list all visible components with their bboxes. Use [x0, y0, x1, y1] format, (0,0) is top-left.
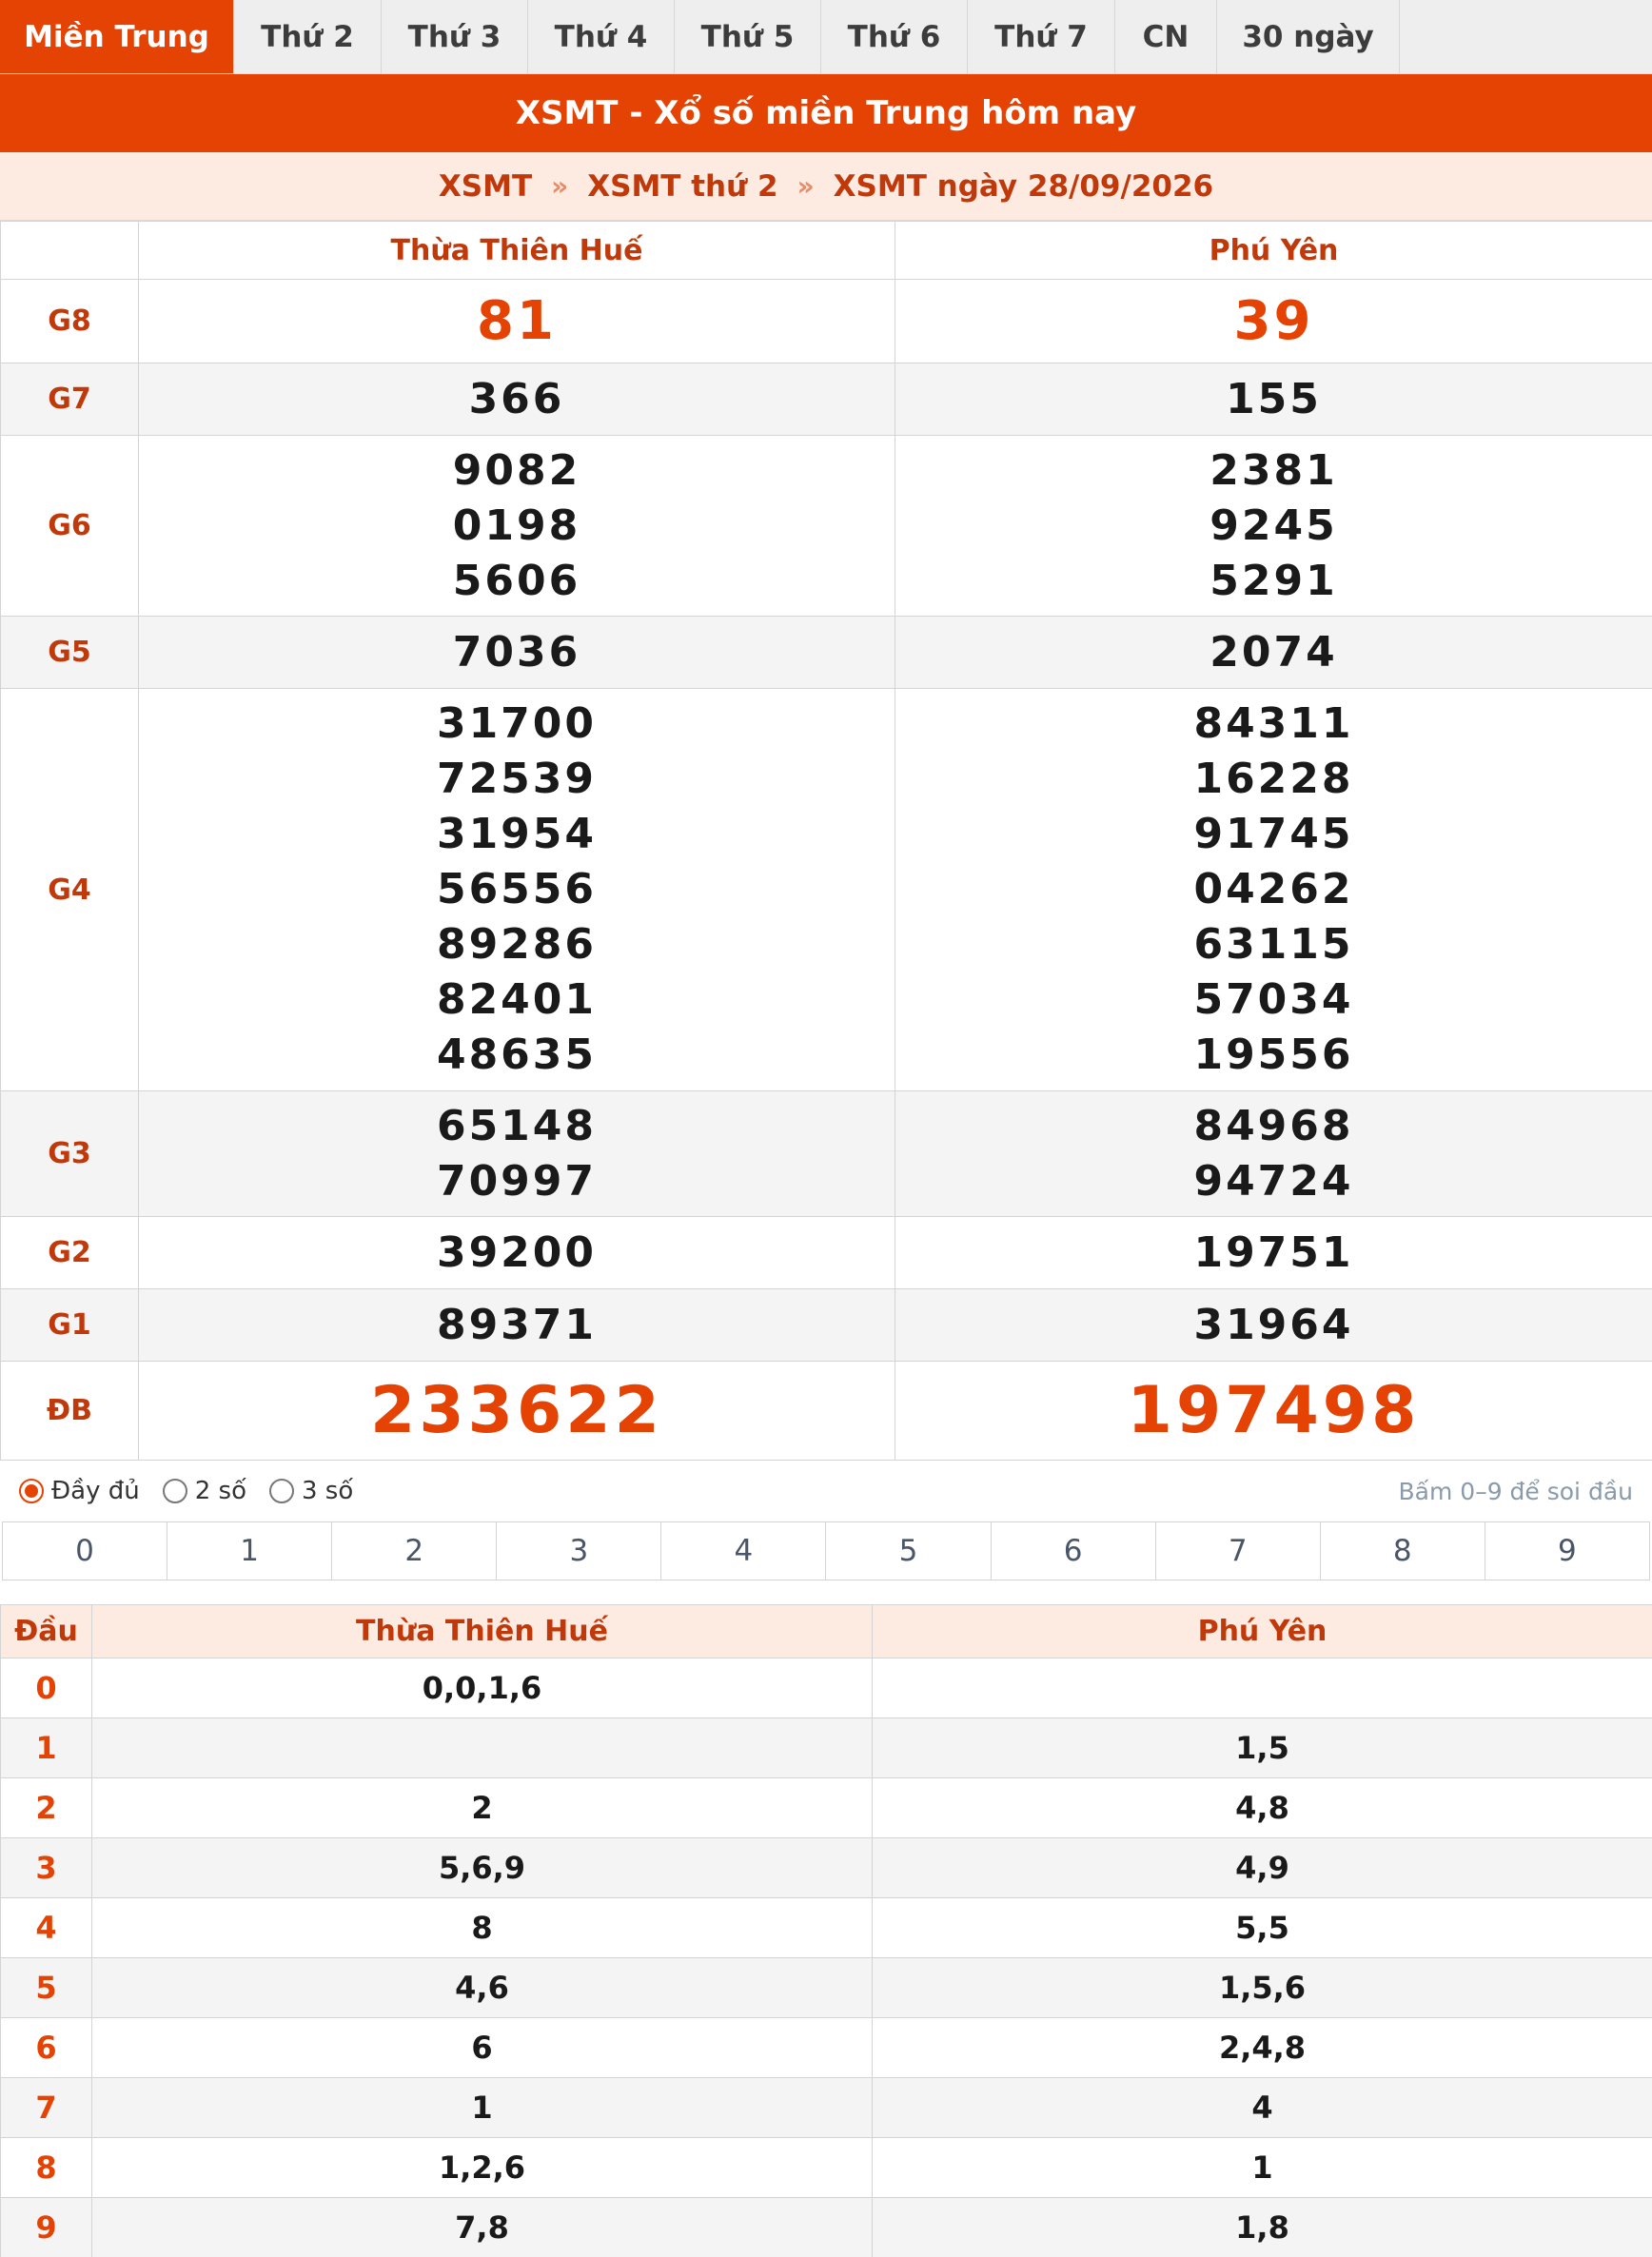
prize-label: G3: [1, 1091, 139, 1217]
province-header: Thừa Thiên Huế: [139, 222, 895, 280]
loto-row: [1, 1778, 1652, 1838]
loto-row: [1, 2078, 1652, 2138]
province-header: Phú Yên: [895, 222, 1652, 280]
prize-label: G5: [1, 617, 139, 689]
breadcrumb: [0, 152, 1652, 221]
special-prize-number: 197498: [1127, 1372, 1421, 1448]
tab-30-ngay[interactable]: 30 ngày: [1217, 0, 1400, 73]
loto-values: 7,8: [92, 2198, 873, 2257]
tab-thu-4[interactable]: Thứ 4: [528, 0, 675, 73]
tab-thu-6[interactable]: Thứ 6: [821, 0, 968, 73]
loto-row: [1, 2018, 1652, 2078]
digit-selector: [2, 1521, 1650, 1580]
loto-values: 1,8: [873, 2198, 1652, 2257]
breadcrumb-separator: »: [796, 170, 815, 202]
result-number: 65148: [436, 1101, 598, 1150]
digit-button-1[interactable]: 1: [167, 1522, 332, 1580]
loto-header-province: Thừa Thiên Huế: [92, 1605, 873, 1658]
loto-row: [1, 1958, 1652, 2018]
special-prize-number: 233622: [370, 1372, 663, 1448]
loto-dau: 5: [1, 1958, 92, 2018]
result-cell: [139, 1289, 895, 1362]
result-cell: [139, 436, 895, 617]
result-number: 9082: [452, 445, 581, 495]
loto-row: [1, 1838, 1652, 1898]
result-cell: [139, 689, 895, 1091]
result-number: 63115: [1193, 920, 1354, 969]
tab-thu-2[interactable]: Thứ 2: [234, 0, 382, 73]
breadcrumb-xsmt-thu-2[interactable]: XSMT thứ 2: [587, 168, 778, 204]
loto-row: [1, 1658, 1652, 1718]
loto-values: 1,5: [873, 1718, 1652, 1778]
radio-unchecked-icon[interactable]: [269, 1479, 294, 1503]
loto-values: 5,5: [873, 1898, 1652, 1958]
result-cell: [895, 1289, 1652, 1362]
result-cell: [139, 363, 895, 436]
prize-label: G1: [1, 1289, 139, 1362]
radio-unchecked-icon[interactable]: [163, 1479, 187, 1503]
result-number: 94724: [1193, 1156, 1354, 1206]
loto-values: [92, 1718, 873, 1778]
tab-thu-3[interactable]: Thứ 3: [382, 0, 528, 73]
tab-thu-7[interactable]: Thứ 7: [968, 0, 1115, 73]
prize-row-g3: [1, 1091, 1652, 1217]
digit-button-9[interactable]: 9: [1485, 1522, 1649, 1580]
prize-label: G7: [1, 363, 139, 436]
result-number: 70997: [436, 1156, 598, 1206]
result-number: 366: [468, 374, 565, 423]
result-number: 91745: [1193, 810, 1354, 858]
loto-values: 1: [873, 2138, 1652, 2198]
loto-values: 1,2,6: [92, 2138, 873, 2198]
loto-values: 4,8: [873, 1778, 1652, 1838]
digit-button-2[interactable]: 2: [332, 1522, 497, 1580]
loto-values: 2,4,8: [873, 2018, 1652, 2078]
breadcrumb-separator: »: [551, 170, 569, 202]
result-cell: [139, 280, 895, 363]
tab-cn[interactable]: CN: [1115, 0, 1217, 73]
result-number: 39200: [436, 1227, 598, 1277]
loto-row: [1, 2138, 1652, 2198]
display-filter: [0, 1461, 1652, 1521]
result-cell: [139, 617, 895, 689]
corner-cell: [1, 222, 139, 280]
prize-row-g6: [1, 436, 1652, 617]
prize-row-g4: [1, 689, 1652, 1091]
digit-button-7[interactable]: 7: [1156, 1522, 1321, 1580]
loto-dau: 9: [1, 2198, 92, 2257]
loto-dau: 8: [1, 2138, 92, 2198]
result-number: 84311: [1193, 699, 1354, 748]
digit-button-4[interactable]: 4: [661, 1522, 826, 1580]
prize-row-g2: [1, 1217, 1652, 1289]
prize-label: G2: [1, 1217, 139, 1289]
result-number: 155: [1226, 374, 1322, 423]
loto-head-table: [0, 1604, 1652, 2257]
filter-option-3-digits[interactable]: [269, 1477, 353, 1505]
result-number: 16228: [1193, 755, 1354, 803]
breadcrumb-xsmt[interactable]: XSMT: [438, 168, 533, 204]
loto-header-dau: Đầu: [1, 1605, 92, 1658]
loto-row: [1, 1718, 1652, 1778]
result-number: 7036: [452, 627, 581, 677]
filter-option-2-digits[interactable]: [163, 1477, 246, 1505]
prize-label: G6: [1, 436, 139, 617]
loto-row: [1, 2198, 1652, 2257]
result-cell: [895, 617, 1652, 689]
digit-button-8[interactable]: 8: [1321, 1522, 1485, 1580]
loto-dau: 7: [1, 2078, 92, 2138]
tab-mien-trung[interactable]: Miền Trung: [0, 0, 234, 73]
prize-row-g5: [1, 617, 1652, 689]
result-number: 0198: [452, 500, 581, 550]
tab-thu-5[interactable]: Thứ 5: [675, 0, 821, 73]
result-number: 2074: [1210, 627, 1338, 677]
loto-header-province: Phú Yên: [873, 1605, 1652, 1658]
digit-button-6[interactable]: 6: [992, 1522, 1156, 1580]
result-number: 56556: [436, 865, 598, 913]
filter-option-label: 2 số: [194, 1477, 246, 1505]
loto-dau: 2: [1, 1778, 92, 1838]
loto-values: 8: [92, 1898, 873, 1958]
result-number: 72539: [436, 755, 598, 803]
result-number: 57034: [1193, 975, 1354, 1024]
loto-values: 1,5,6: [873, 1958, 1652, 2018]
loto-values: 4: [873, 2078, 1652, 2138]
result-cell: [139, 1091, 895, 1217]
page-title: XSMT - Xổ số miền Trung hôm nay: [0, 74, 1652, 152]
loto-dau: 4: [1, 1898, 92, 1958]
result-number: 31964: [1193, 1300, 1354, 1349]
result-cell: [139, 1217, 895, 1289]
result-number: 31954: [436, 810, 598, 858]
loto-values: [873, 1658, 1652, 1718]
result-cell: [895, 363, 1652, 436]
result-number: 19556: [1193, 1030, 1354, 1079]
filter-option-full[interactable]: [19, 1477, 140, 1505]
result-cell: [139, 1362, 895, 1461]
loto-values: 2: [92, 1778, 873, 1838]
loto-dau: 3: [1, 1838, 92, 1898]
loto-dau: 0: [1, 1658, 92, 1718]
loto-dau: 1: [1, 1718, 92, 1778]
prize-row-db: [1, 1362, 1652, 1461]
result-number: 89286: [436, 920, 598, 969]
result-number: 19751: [1193, 1227, 1354, 1277]
prize-row-g8: [1, 280, 1652, 363]
filter-option-label: Đầy đủ: [51, 1477, 140, 1505]
loto-values: 4,6: [92, 1958, 873, 2018]
result-number: 81: [477, 289, 557, 352]
result-cell: [895, 1091, 1652, 1217]
breadcrumb-current-date[interactable]: XSMT ngày 28/09/2026: [833, 168, 1214, 204]
result-number: 31700: [436, 699, 598, 748]
radio-checked-icon[interactable]: [19, 1479, 44, 1503]
prize-label: ĐB: [1, 1362, 139, 1461]
result-number: 84968: [1193, 1101, 1354, 1150]
prize-label: G8: [1, 280, 139, 363]
loto-values: 4,9: [873, 1838, 1652, 1898]
loto-dau: 6: [1, 2018, 92, 2078]
result-number: 5606: [452, 556, 581, 605]
result-cell: [895, 689, 1652, 1091]
filter-hint: Bấm 0–9 để soi đầu: [1398, 1477, 1633, 1505]
results-header-row: [1, 222, 1652, 280]
results-table: [0, 221, 1652, 1461]
digit-button-0[interactable]: 0: [3, 1522, 167, 1580]
result-number: 39: [1233, 289, 1314, 352]
loto-values: 6: [92, 2018, 873, 2078]
result-number: 5291: [1210, 556, 1338, 605]
prize-label: G4: [1, 689, 139, 1091]
result-cell: [895, 280, 1652, 363]
loto-values: 1: [92, 2078, 873, 2138]
result-number: 82401: [436, 975, 598, 1024]
result-cell: [895, 1362, 1652, 1461]
prize-row-g7: [1, 363, 1652, 436]
result-number: 2381: [1210, 445, 1338, 495]
result-number: 04262: [1193, 865, 1354, 913]
day-tabs: [0, 0, 1652, 74]
result-number: 9245: [1210, 500, 1338, 550]
filter-option-label: 3 số: [301, 1477, 354, 1505]
digit-button-5[interactable]: 5: [826, 1522, 991, 1580]
digit-button-3[interactable]: 3: [497, 1522, 661, 1580]
loto-values: 0,0,1,6: [92, 1658, 873, 1718]
result-number: 89371: [436, 1300, 598, 1349]
result-cell: [895, 436, 1652, 617]
loto-row: [1, 1898, 1652, 1958]
loto-values: 5,6,9: [92, 1838, 873, 1898]
loto-header-row: [1, 1605, 1652, 1658]
result-number: 48635: [436, 1030, 598, 1079]
result-cell: [895, 1217, 1652, 1289]
prize-row-g1: [1, 1289, 1652, 1362]
